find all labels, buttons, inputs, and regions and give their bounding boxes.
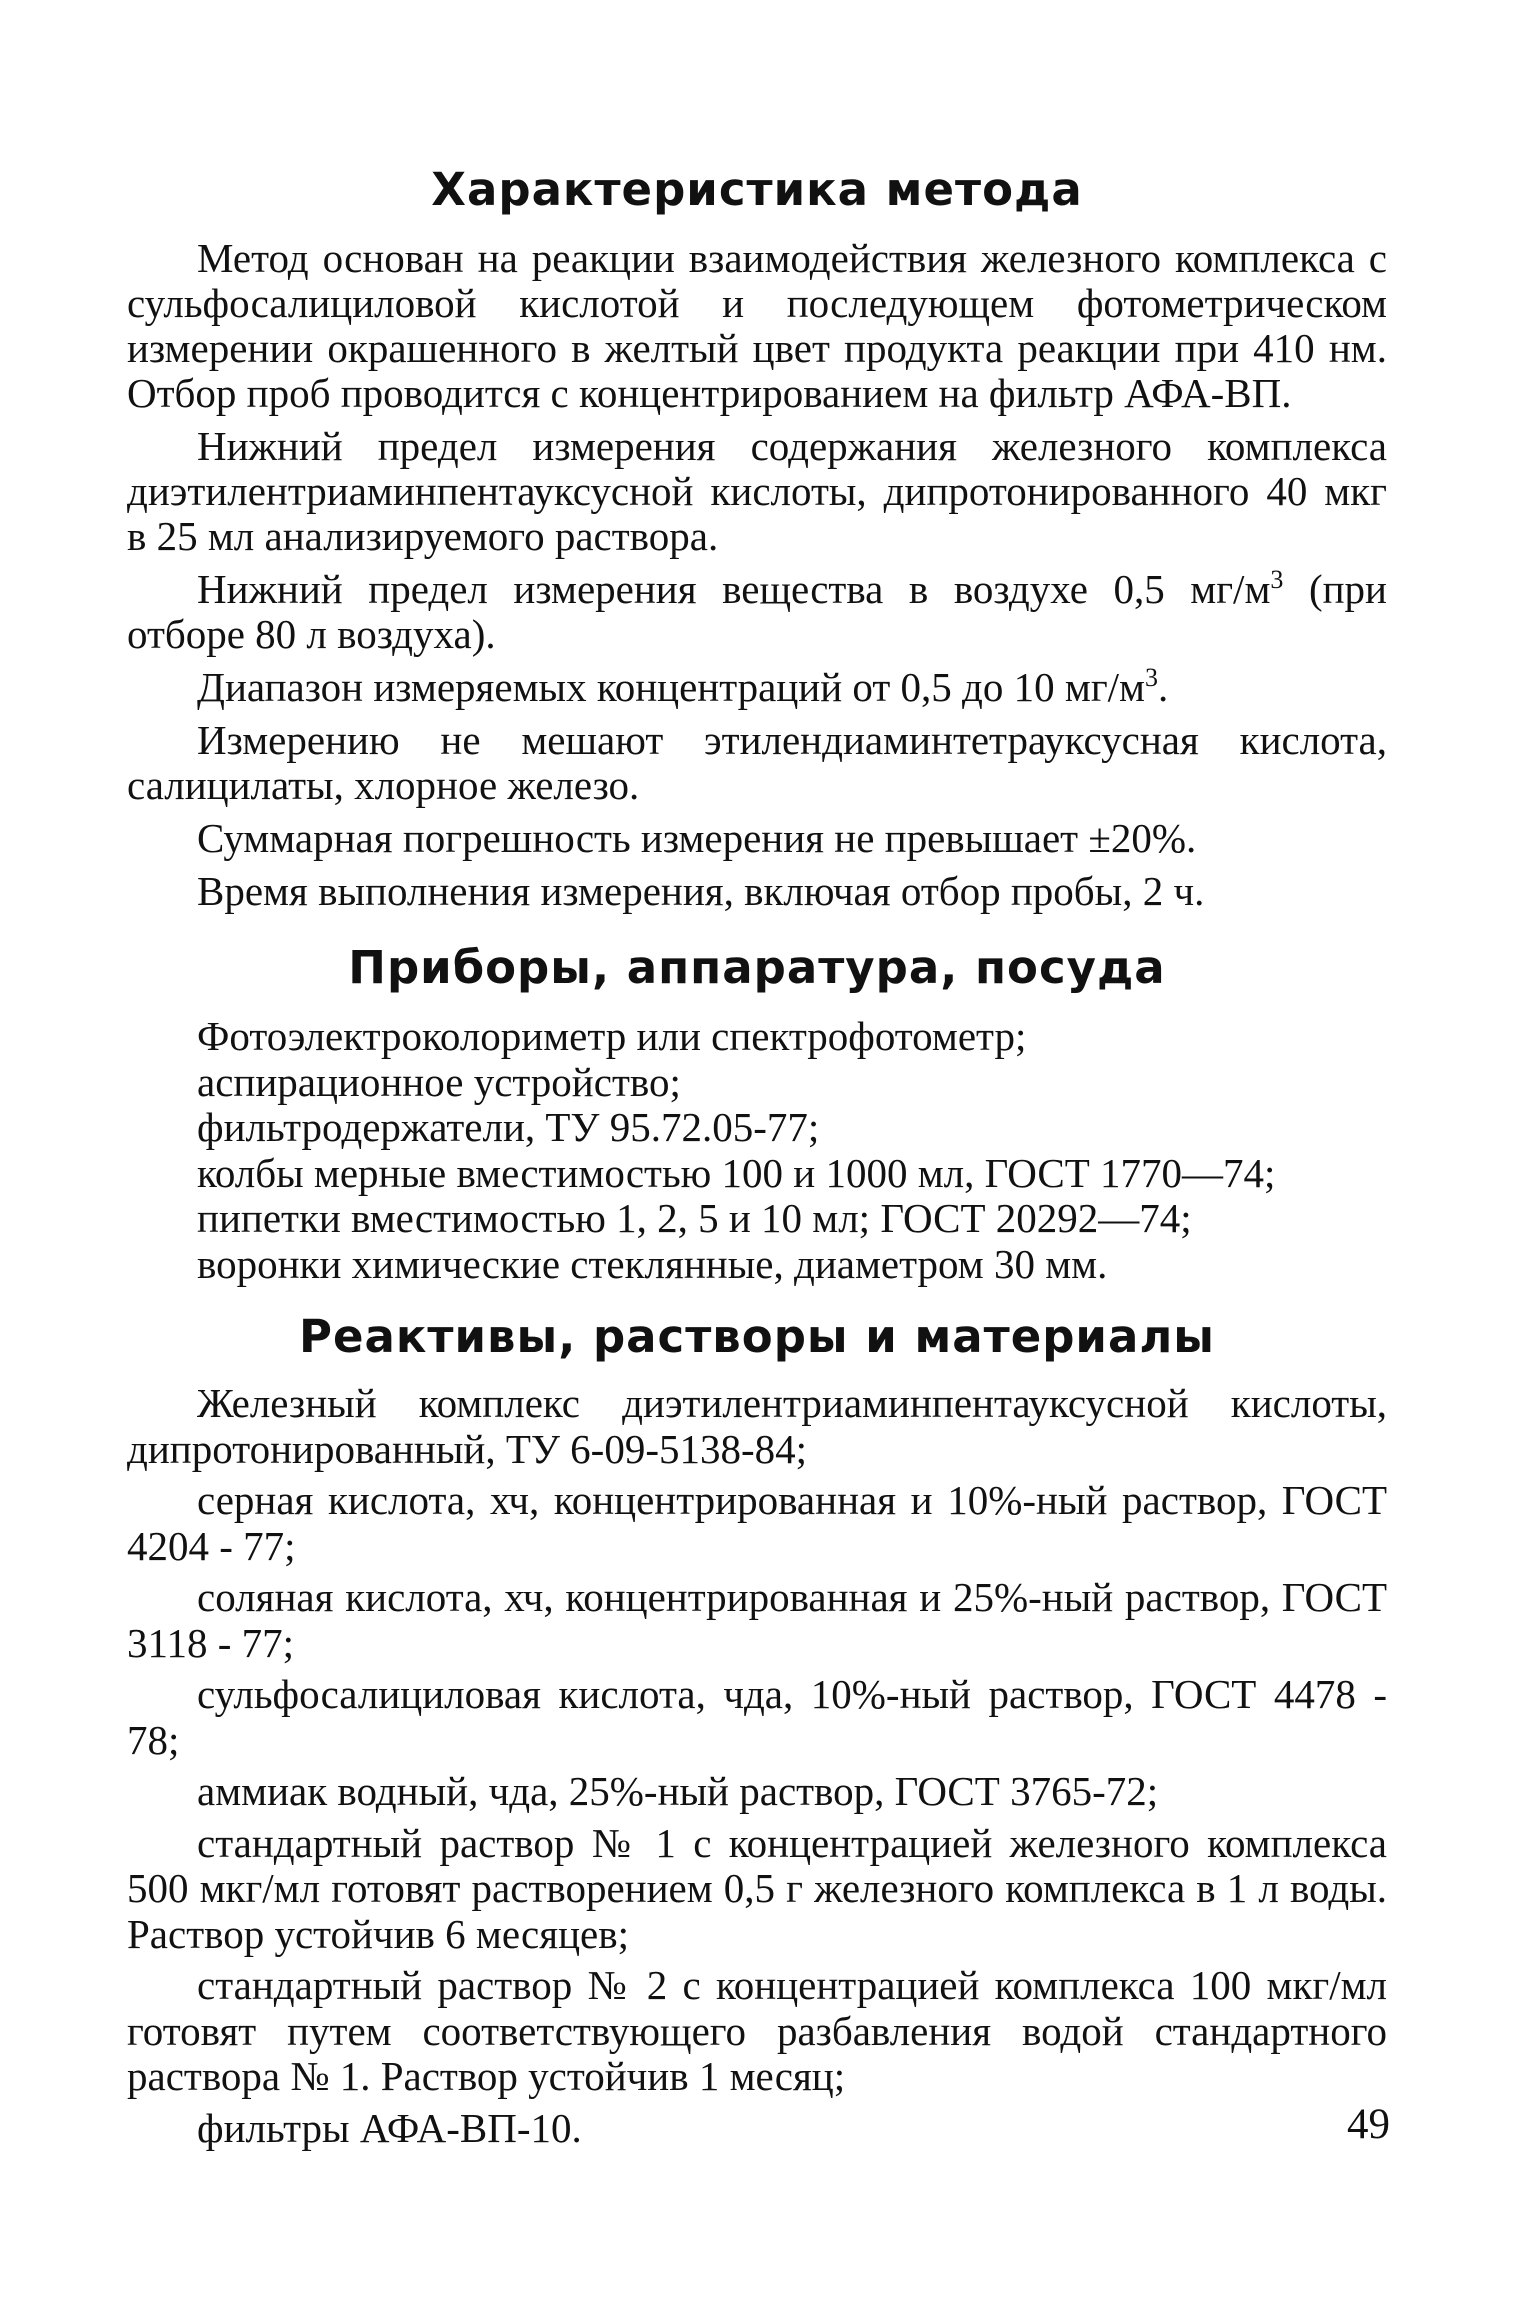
reagent-item: фильтры АФА-ВП-10.	[197, 2104, 582, 2151]
list-item: пипетки вместимостью 1, 2, 5 и 10 мл; ГОСТ 20292—74;	[197, 1195, 1192, 1241]
paragraph-lower-limit-solution: Нижний предел измерения содержания железного комплекса диэтилентриаминпентауксусной кислоты, дипротонированного 40 мкг в 25 мл анализируемого раствора.	[127, 423, 1387, 559]
paragraph-method-principle: Метод основан на реакции взаимодействия железного комплекса с сульфосалициловой кислотой и последующем фотометрическом измерении окрашенного в желтый цвет продукта реакции при 410 нм. Отбор проб проводится с концентрированием на фильтр АФА-ВП.	[127, 235, 1387, 416]
list-item: Фотоэлектроколориметр или спектрофотометр;	[197, 1013, 1027, 1059]
reagent-item: серная кислота, хч, концентрированная и 10%-ный раствор, ГОСТ 4204 - 77;	[127, 1477, 1387, 1569]
reagent-item: Железный комплекс диэтилентриаминпентауксусной кислоты, дипротонированный, ТУ 6-09-5138-84;	[127, 1380, 1387, 1472]
paragraph-execution-time: Время выполнения измерения, включая отбор пробы, 2 ч.	[197, 868, 1205, 914]
reagent-item: аммиак водный, чда, 25%-ный раствор, ГОСТ 3765-72;	[197, 1768, 1159, 1814]
section-heading-method: Характеристика метода	[431, 163, 1083, 216]
text-column	[127, 160, 1387, 2157]
section-heading-reagents: Реактивы, растворы и материалы	[299, 1310, 1215, 1363]
paragraph-concentration-range: Диапазон измеряемых концентраций от 0,5 до 10 $мг/м^3$.	[197, 663, 1169, 710]
reagent-item: стандартный раствор № 1 с концентрацией железного комплекса 500 мкг/мл готовят растворением 0,5 г железного комплекса в 1 л воды. Раствор устойчив 6 месяцев;	[127, 1819, 1387, 1957]
superscript-cubic: 3	[1145, 663, 1158, 692]
reagent-item: соляная кислота, хч, концентрированная и 25%-ный раствор, ГОСТ 3118 - 77;	[127, 1574, 1387, 1666]
list-item: колбы мерные вместимостью 100 и 1000 мл, ГОСТ 1770—74;	[197, 1149, 1276, 1196]
page-number: 49	[1347, 2101, 1390, 2148]
superscript-cubic: 3	[1270, 565, 1284, 594]
equipment-list	[127, 1014, 1387, 1287]
reagent-item: сульфосалициловая кислота, чда, 10%-ный раствор, ГОСТ 4478 - 78;	[127, 1671, 1387, 1763]
list-item: фильтродержатели, ТУ 95.72.05-77;	[197, 1104, 820, 1150]
paragraph-interferences: Измерению не мешают этилендиаминтетрауксусная кислота, салицилаты, хлорное железо.	[127, 717, 1387, 808]
list-item: аспирационное устройство;	[197, 1058, 681, 1105]
paragraph-lower-limit-air: Нижний предел измерения вещества в воздухе 0,5 $мг/м^3$ (при отборе 80 л воздуха).	[127, 565, 1387, 657]
list-item: воронки химические стеклянные, диаметром 30 мм.	[197, 1240, 1108, 1287]
reagent-item: стандартный раствор № 2 с концентрацией комплекса 100 мкг/мл готовят путем соответствующего разбавления водой стандартного раствора № 1. Раствор устойчив 1 месяц;	[127, 1962, 1387, 2099]
section-heading-equipment: Приборы, аппаратура, посуда	[348, 941, 1166, 994]
paragraph-total-error: Суммарная погрешность измерения не превышает ±20%.	[197, 815, 1197, 861]
